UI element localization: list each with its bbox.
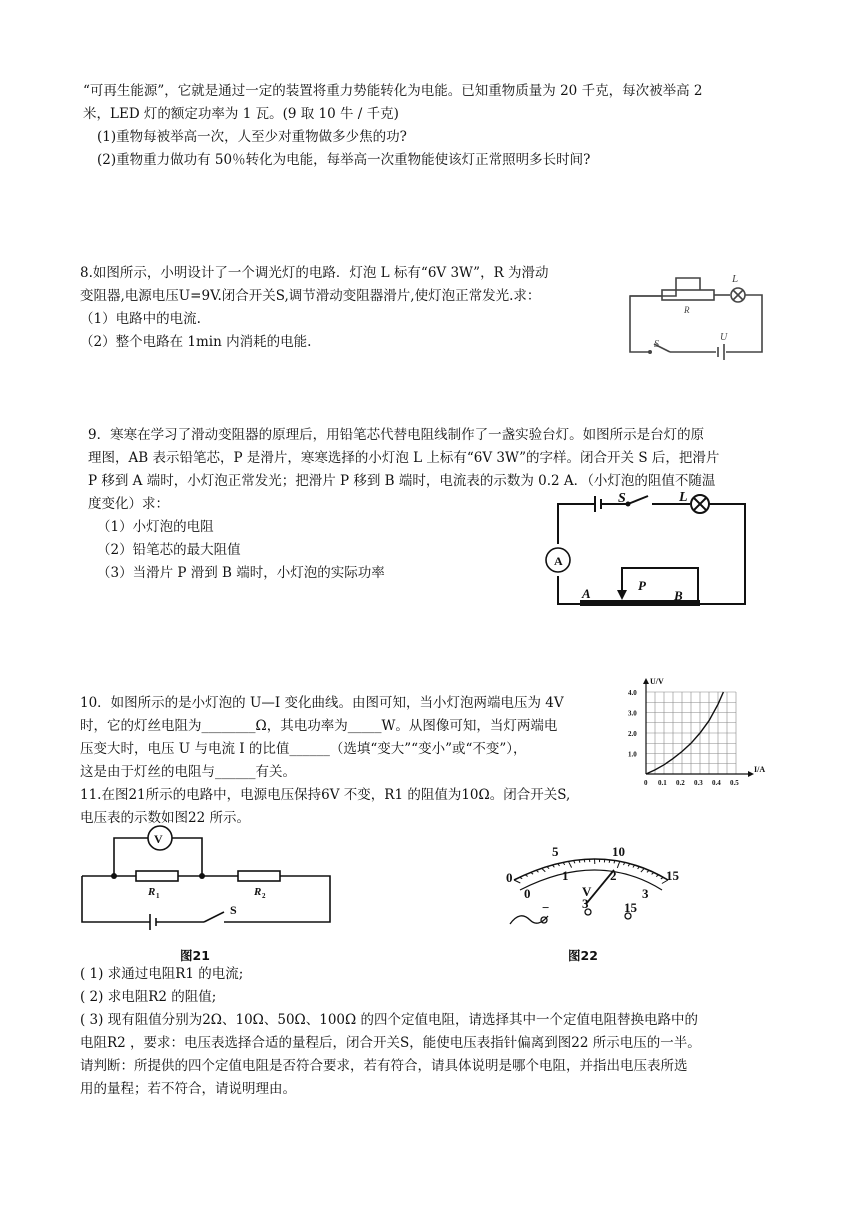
junction-node-right [199, 873, 205, 879]
chart-grid [646, 692, 736, 774]
x-tick-label: 0 [644, 779, 648, 787]
p11-question-2: ( 2) 求电阻R2 的阻值; [80, 989, 217, 1005]
fig22-voltmeter-dial [498, 840, 698, 932]
chart-ticks [628, 689, 739, 787]
p11-question-3-line-2: 电阻R2 ，要求：电压表选择合适的量程后，闭合开关S，能使电压表指针偏离到图22 所示电压的一半。 [80, 1035, 701, 1051]
p9-line-3: P 移到 A 端时，小灯泡正常发光；把滑片 P 移到 B 端时，电流表的示数为 0.2 A．（小灯泡的阻值不随温 [88, 473, 716, 489]
r1-label: R [148, 886, 156, 898]
p10-line-3: 压变大时，电压 U 与电流 I 的比值______（选填“变大”“变小”或“不变”）， [80, 741, 527, 757]
y-tick-label: 4.0 [628, 689, 637, 697]
switch-label: S [654, 339, 659, 350]
x-tick-label: 0.2 [676, 779, 685, 787]
y-tick-label: 1.0 [628, 750, 637, 759]
outer-scale-5: 5 [552, 844, 559, 859]
r2-subscript: 2 [262, 892, 266, 900]
p10-line-1: 10．如图所示的是小灯泡的 U—I 变化曲线。由图可知，当小灯泡两端电压为 4V [80, 695, 564, 711]
p7-line-2: 米，LED 灯的额定功率为 1 瓦。(9 取 10 牛 / 千克) [83, 106, 399, 122]
source-label: U [720, 332, 728, 343]
p9-line-4: 度变化）求： [88, 496, 169, 512]
voltmeter-label: V [154, 832, 163, 846]
slider-label: P [638, 578, 646, 593]
p11-question-3-line-1: ( 3) 现有阻值分别为2Ω、10Ω、50Ω、100Ω 的四个定值电阻，请选择其中一个定值电阻替换电路中的 [80, 1012, 698, 1028]
switch-pivot [626, 502, 631, 507]
p9-question-3: （3）当滑片 P 滑到 B 端时，小灯泡的实际功率 [97, 565, 385, 581]
p11-question-3-line-3: 请判断：所提供的四个定值电阻是否符合要求，若有符合，请具体说明是哪个电阻，并指出电压表所选 [80, 1058, 688, 1074]
inner-scale-2: 2 [610, 868, 617, 883]
dial-tick [584, 859, 585, 862]
switch-label: S [618, 491, 626, 506]
x-tick-label: 0.3 [694, 779, 703, 787]
p7-question-2: (2)重物重力做功有 50％转化为电能，每举高一次重物能使该灯正常照明多长时间? [97, 152, 591, 168]
inner-scale-3: 3 [642, 886, 649, 901]
terminal-15-label: 15 [624, 900, 637, 915]
p10-u-i-chart [622, 676, 764, 788]
x-tick-label: 0.4 [712, 779, 721, 787]
p9-question-2: （2）铅笔芯的最大阻值 [97, 542, 241, 558]
p8-line-2: 变阻器,电源电压U=9V.闭合开关S,调节滑动变阻器滑片,使灯泡正常发光.求： [80, 288, 541, 304]
p11-line-2: 电压表的示数如图22 所示。 [80, 810, 250, 826]
dial-tick [638, 867, 640, 869]
outer-scale-15: 15 [666, 868, 679, 883]
dial-tick [568, 861, 571, 867]
ammeter-label: A [554, 554, 563, 568]
p11-question-3-line-4: 用的量程；若不符合，请说明理由。 [80, 1081, 296, 1097]
p9-circuit-diagram [540, 486, 754, 610]
p10-line-2: 时，它的灯丝电阻为________Ω，其电功率为_____W。从图像可知，当灯两端电 [80, 718, 558, 734]
dial-tick [641, 868, 644, 872]
dial-tick [514, 880, 520, 883]
outer-scale-0: 0 [506, 870, 513, 885]
lamp-label: L [679, 490, 688, 505]
outer-scale-10: 10 [612, 844, 625, 859]
p7-line-1: “可再生能源”，它就是通过一定的装置将重力势能转化为电能。已知重物质量为 20 千克，每次被举高 2 [83, 83, 703, 99]
dial-tick [609, 860, 610, 863]
p10-line-4: 这是由于灯丝的电阻与______有关。 [80, 764, 296, 780]
y-tick-label: 2.0 [628, 730, 637, 738]
end-a-label: A [582, 586, 591, 601]
switch-label: S [230, 903, 237, 917]
end-b-label: B [674, 588, 683, 603]
p7-question-1: (1)重物每被举高一次，人至少对重物做多少焦的功? [97, 129, 407, 145]
rheostat-label: R [684, 305, 690, 315]
dial-tick [525, 875, 528, 877]
r2-label: R [254, 886, 262, 898]
p11-question-1: ( 1) 求通过电阻R1 的电流; [80, 966, 244, 982]
chart-y-axis-label: U/V [650, 677, 664, 686]
y-axis-arrow [643, 678, 649, 684]
junction-node-left [111, 873, 117, 879]
p8-question-2: （2）整个电路在 1min 内消耗的电能. [80, 334, 312, 350]
dial-ticks [514, 859, 668, 884]
fig22-caption: 图22 [568, 948, 598, 963]
p8-question-1: （1）电路中的电流. [80, 311, 201, 327]
p8-line-1: 8.如图所示，小明设计了一个调光灯的电路．灯泡 L 标有“6V 3W”，R 为滑动 [80, 265, 549, 281]
inner-scale-0: 0 [524, 886, 531, 901]
inner-scale-1: 1 [562, 868, 569, 883]
r1-subscript: 1 [156, 892, 160, 900]
y-tick-label: 3.0 [628, 709, 637, 718]
dial-tick [656, 875, 658, 877]
p8-circuit-diagram [620, 268, 770, 360]
fig21-circuit-diagram [78, 824, 334, 932]
p9-question-1: （1）小灯泡的电阻 [97, 519, 214, 535]
x-tick-label: 0.1 [658, 779, 667, 787]
dial-tick [542, 868, 546, 871]
chart-axes [643, 678, 754, 777]
dial-tick [520, 877, 523, 878]
terminal-3-label: 3 [582, 896, 589, 911]
terminal-neg-label: − [542, 900, 550, 915]
dial-tick [661, 877, 664, 879]
chart-x-axis-label: I/A [754, 765, 766, 774]
dial-unit-v: V [582, 884, 592, 899]
dial-tick [617, 861, 620, 868]
p9-line-2: 理图，AB 表示铅笔芯，P 是滑片，寒寒选择的小灯泡 L 上标有“6V 3W”的字样。闭合开关 S 后，把滑片 [88, 450, 720, 466]
fig21-caption: 图21 [180, 948, 210, 963]
switch-pivot [648, 350, 652, 354]
p11-line-1: 11.在图21所示的电路中，电源电压保持6V 不变，R1 的阻值为10Ω。闭合开关S, [80, 787, 571, 803]
p9-line-1: 9．寒寒在学习了滑动变阻器的原理后，用铅笔芯代替电阻线制作了一盏实验台灯。如图所示是台灯的原 [88, 427, 705, 443]
x-tick-label: 0.5 [730, 779, 739, 787]
lamp-label: L [732, 273, 739, 285]
slider-p-arrow [617, 590, 627, 600]
